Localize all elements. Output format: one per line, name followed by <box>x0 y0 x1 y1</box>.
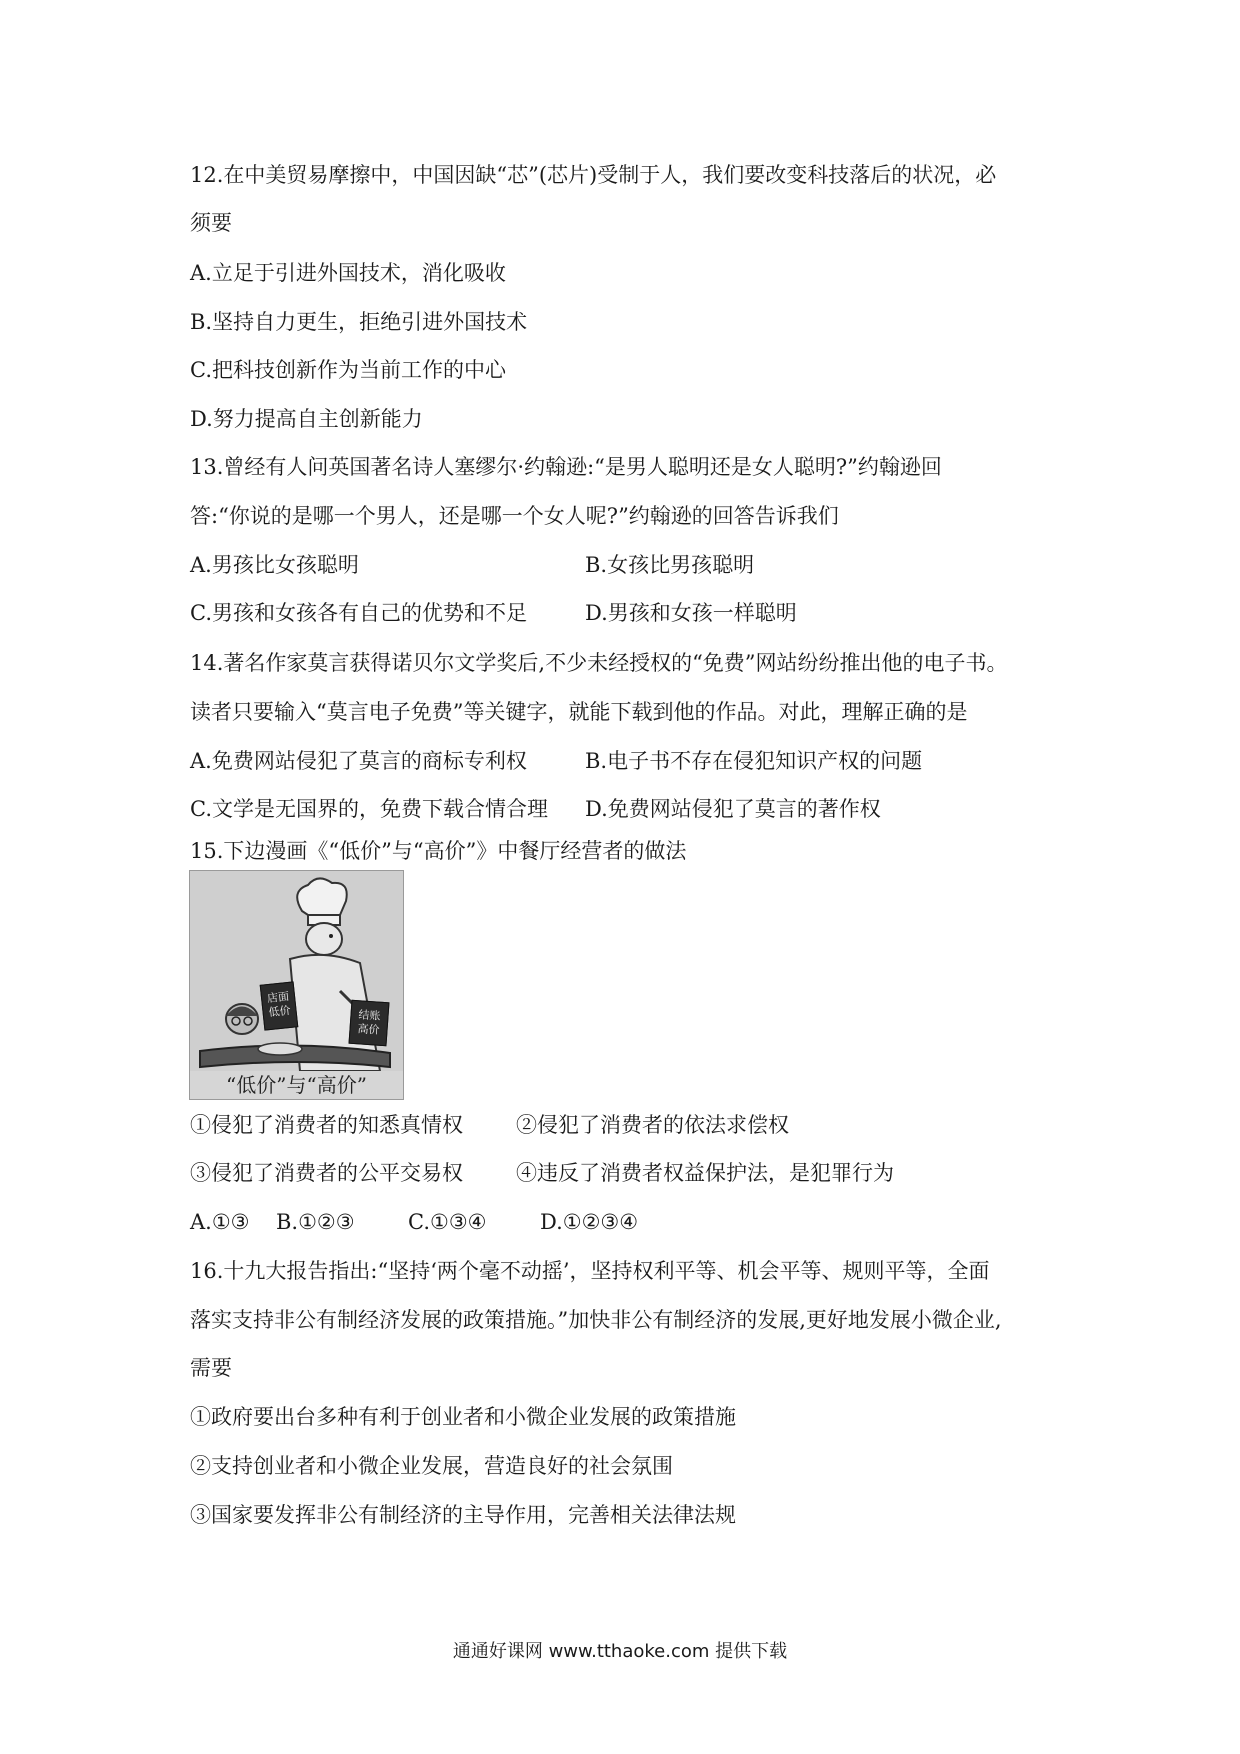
q15-statement-3: ③侵犯了消费者的公平交易权 <box>190 1161 463 1185</box>
q15-statement-4: ④违反了消费者权益保护法，是犯罪行为 <box>516 1161 894 1185</box>
q15-statement-2: ②侵犯了消费者的依法求偿权 <box>516 1113 789 1137</box>
q14-option-a: A.免费网站侵犯了莫言的商标专利权 <box>190 749 527 773</box>
q12-option-b: B.坚持自力更生，拒绝引进外国技术 <box>190 310 528 334</box>
q16-stem-line1: 16.十九大报告指出:“坚持‘两个毫不动摇’，坚持权利平等、机会平等、规则平等，全面 <box>190 1259 990 1283</box>
q15-statement-1: ①侵犯了消费者的知悉真情权 <box>190 1113 463 1137</box>
q12-stem-line2: 须要 <box>190 211 232 235</box>
q12-option-c: C.把科技创新作为当前工作的中心 <box>190 358 506 382</box>
cartoon-sign-right <box>349 1000 390 1047</box>
cartoon-image <box>189 870 404 1100</box>
q13-option-c: C.男孩和女孩各有自己的优势和不足 <box>190 601 527 625</box>
q16-stem-line2: 落实支持非公有制经济发展的政策措施。”加快非公有制经济的发展,更好地发展小微企业, <box>190 1308 1002 1332</box>
q14-stem-line1: 14.著名作家莫言获得诺贝尔文学奖后,不少未经授权的“免费”网站纷纷推出他的电子书。 <box>190 651 1008 675</box>
cartoon-sign-left <box>260 981 299 1030</box>
q13-option-a: A.男孩比女孩聪明 <box>190 553 359 577</box>
q16-statement-1: ①政府要出台多种有利于创业者和小微企业发展的政策措施 <box>190 1405 736 1429</box>
q12-option-a: A.立足于引进外国技术，消化吸收 <box>190 261 506 285</box>
q12-stem-line1: 12.在中美贸易摩擦中，中国因缺“芯”(芯片)受制于人，我们要改变科技落后的状况，必 <box>190 163 997 187</box>
q15-option-c: C.①③④ <box>408 1210 487 1234</box>
q14-option-c: C.文学是无国界的，免费下载合情合理 <box>190 797 548 821</box>
page-footer: 通通好课网 www.tthaoke.com 提供下载 <box>452 1641 788 1662</box>
q13-stem-line1: 13.曾经有人问英国著名诗人塞缪尔·约翰逊:“是男人聪明还是女人聪明?”约翰逊回 <box>190 455 942 479</box>
cartoon-caption: “低价”与“高价” <box>226 1073 367 1097</box>
q13-option-d: D.男孩和女孩一样聪明 <box>585 601 797 625</box>
q14-option-d: D.免费网站侵犯了莫言的著作权 <box>585 797 881 821</box>
q15-stem: 15.下边漫画《“低价”与“高价”》中餐厅经营者的做法 <box>190 839 687 863</box>
q14-stem-line2: 读者只要输入“莫言电子免费”等关键字，就能下载到他的作品。对此，理解正确的是 <box>190 700 968 724</box>
cartoon-illustration <box>190 871 403 1099</box>
q14-option-b: B.电子书不存在侵犯知识产权的问题 <box>585 749 923 773</box>
q16-statement-2: ②支持创业者和小微企业发展，营造良好的社会氛围 <box>190 1454 673 1478</box>
cartoon-sign-left-line1: 店面 <box>266 989 290 1006</box>
q13-stem-line2: 答:“你说的是哪一个男人，还是哪一个女人呢?”约翰逊的回答告诉我们 <box>190 504 839 528</box>
q12-option-d: D.努力提高自主创新能力 <box>190 407 423 431</box>
q15-option-b: B.①②③ <box>276 1210 355 1234</box>
cartoon-sign-right-line1: 结账 <box>358 1008 381 1023</box>
q16-statement-3: ③国家要发挥非公有制经济的主导作用，完善相关法律法规 <box>190 1503 736 1527</box>
q15-option-d: D.①②③④ <box>540 1210 639 1234</box>
q13-option-b: B.女孩比男孩聪明 <box>585 553 755 577</box>
cartoon-sign-left-line2: 低价 <box>267 1003 292 1020</box>
q16-stem-line3: 需要 <box>190 1356 232 1380</box>
q15-option-a: A.①③ <box>190 1210 250 1234</box>
cartoon-sign-right-line2: 高价 <box>357 1022 380 1037</box>
